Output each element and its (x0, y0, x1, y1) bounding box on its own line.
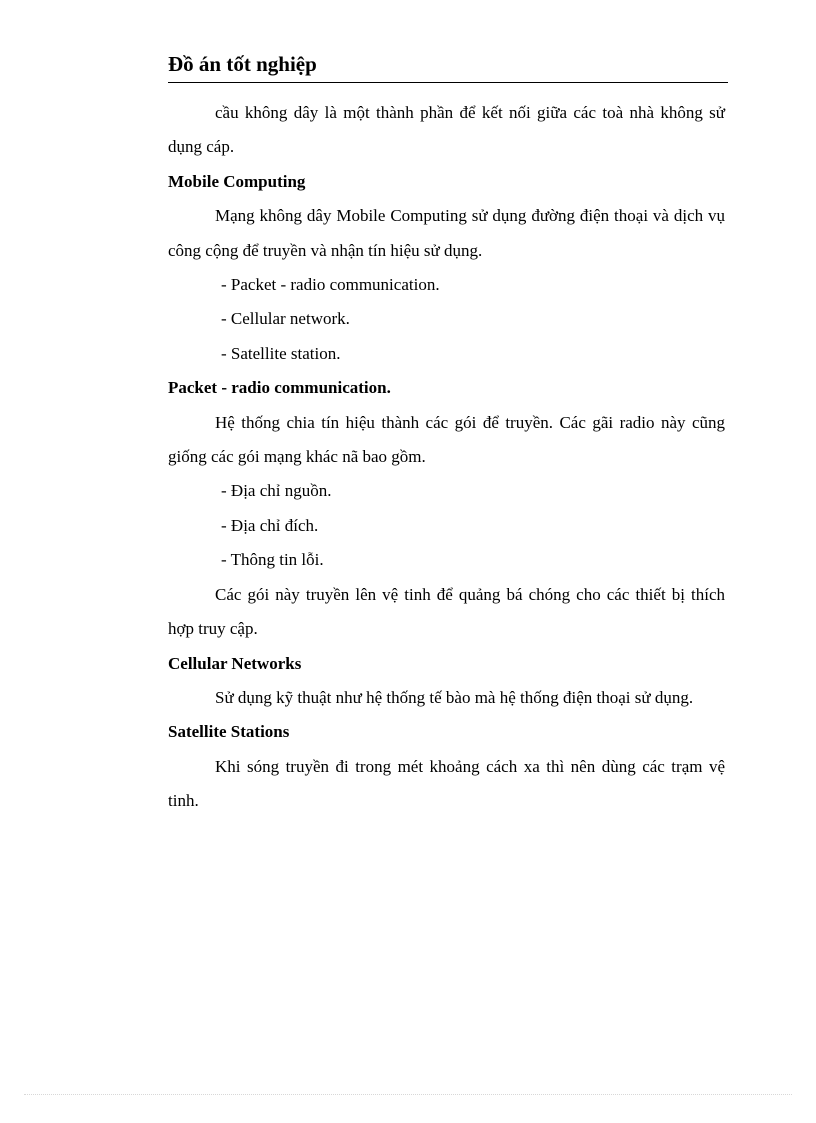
page-bottom-divider (24, 1094, 792, 1095)
paragraph: Các gói này truyền lên vệ tinh để quảng bá chóng cho các thiết bị thích hợp truy cập. (168, 584, 725, 639)
list-item: - Địa chỉ nguồn. (221, 481, 332, 501)
list-item: - Packet - radio communication. (221, 275, 440, 295)
section-heading-cellular-networks: Cellular Networks (168, 653, 302, 673)
paragraph: Mạng không dây Mobile Computing sử dụng đường điện thoại và dịch vụ công cộng để truyền và nhận tín hiệu sử dụng. (168, 206, 725, 260)
page-header-title: Đồ án tốt nghiệp (168, 52, 317, 76)
list-item: - Cellular network. (221, 309, 350, 329)
list-item: - Satellite station. (221, 343, 341, 363)
paragraph: cầu không dây là một thành phần để kết nối giữa các toà nhà không sử dụng cáp. (168, 103, 725, 157)
list-item: - Thông tin lỗi. (221, 550, 324, 570)
paragraph: Sử dụng kỹ thuật như hệ thống tế bào mà hệ thống điện thoại sử dụng. (215, 687, 694, 707)
paragraph: Khi sóng truyền đi trong mét khoảng cách xa thì nên dùng các trạm vệ tinh. (168, 756, 725, 811)
page-body (168, 96, 725, 819)
section-heading-mobile-computing: Mobile Computing (168, 171, 306, 191)
header-divider (168, 82, 728, 83)
list-item: - Địa chỉ đích. (221, 515, 319, 535)
paragraph: Hệ thống chia tín hiệu thành các gói để truyền. Các gãi radio này cũng giống các gói mạng khác nã bao gồm. (168, 412, 725, 467)
section-heading-satellite-stations: Satellite Stations (168, 722, 290, 742)
section-heading-packet-radio: Packet - radio communication. (168, 378, 391, 398)
